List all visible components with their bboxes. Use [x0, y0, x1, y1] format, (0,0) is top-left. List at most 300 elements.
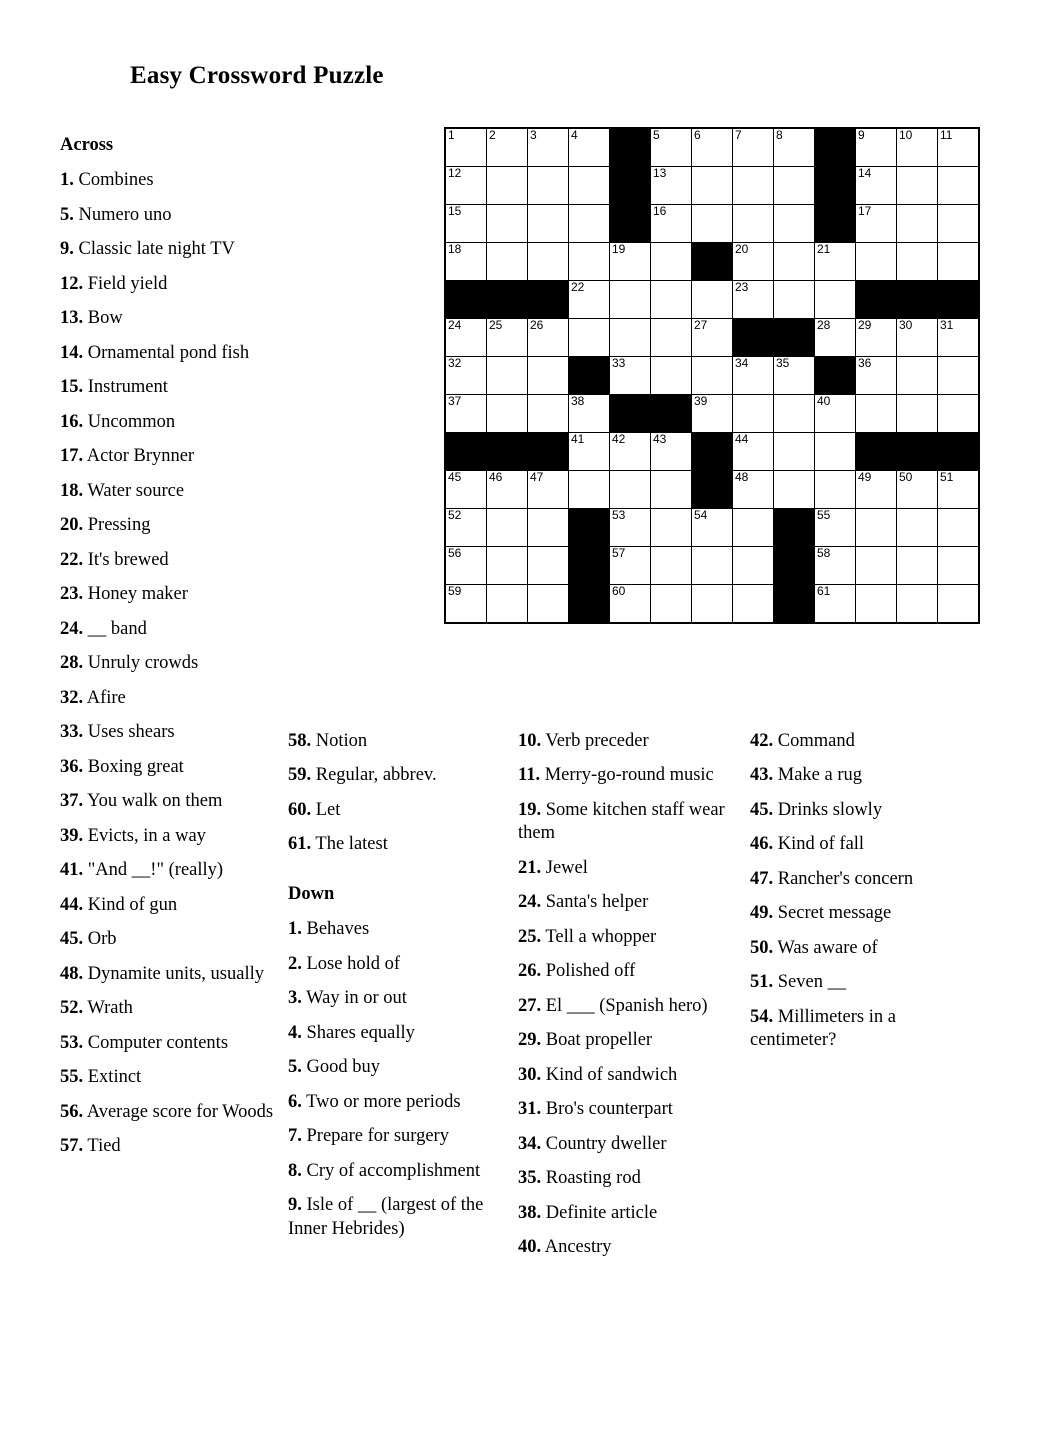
grid-block-cell [651, 395, 692, 433]
grid-cell[interactable] [938, 509, 980, 547]
grid-cell[interactable] [733, 167, 774, 205]
clue-item [750, 799, 960, 822]
clue-item [518, 926, 740, 949]
clue-number: 22. [60, 549, 84, 570]
grid-cell[interactable] [487, 319, 528, 357]
grid-cell[interactable] [610, 547, 651, 585]
grid-cell[interactable] [856, 128, 897, 167]
grid-cell-number: 5 [653, 128, 660, 142]
clue-text: Honey maker [83, 584, 188, 605]
grid-block-cell [528, 433, 569, 471]
clue-item [518, 1202, 740, 1225]
clue-text: __ band [83, 618, 147, 639]
grid-row [445, 395, 979, 433]
grid-cell[interactable] [938, 547, 980, 585]
clue-number: 29. [518, 1030, 542, 1051]
grid-cell[interactable] [938, 319, 980, 357]
grid-cell[interactable] [610, 319, 651, 357]
clue-number: 33. [60, 722, 84, 743]
grid-cell[interactable] [487, 471, 528, 509]
clue-item [288, 1056, 502, 1079]
clue-number: 58. [288, 731, 312, 751]
down-clue-list-part2 [518, 730, 740, 1260]
grid-block-cell [487, 281, 528, 319]
clue-number: 13. [60, 308, 84, 329]
grid-cell[interactable] [569, 128, 610, 167]
grid-cell[interactable] [487, 547, 528, 585]
grid-cell[interactable] [774, 395, 815, 433]
grid-cell-number: 32 [448, 356, 462, 370]
grid-block-cell [445, 433, 487, 471]
grid-cell[interactable] [897, 319, 938, 357]
clue-text: Classic late night TV [73, 239, 235, 260]
clue-item [518, 960, 740, 983]
grid-cell-number: 21 [817, 242, 831, 256]
clue-number: 35. [518, 1168, 542, 1189]
clue-number: 26. [518, 961, 542, 982]
grid-cell[interactable] [856, 167, 897, 205]
grid-cell[interactable] [610, 471, 651, 509]
grid-row [445, 167, 979, 205]
grid-cell[interactable] [610, 281, 651, 319]
clue-item [60, 618, 278, 641]
grid-cell[interactable] [692, 205, 733, 243]
grid-cell[interactable] [856, 243, 897, 281]
grid-cell[interactable] [815, 547, 856, 585]
grid-cell[interactable] [815, 243, 856, 281]
grid-block-cell [610, 167, 651, 205]
clue-text: Isle of __ (largest of the Inner Hebrides) [288, 1195, 484, 1239]
grid-cell-number: 31 [940, 318, 954, 332]
clue-text: Command [773, 731, 855, 751]
grid-cell[interactable] [938, 205, 980, 243]
clue-number: 61. [288, 834, 312, 855]
clue-text: Shares equally [301, 1022, 415, 1043]
grid-cell-number: 56 [448, 546, 462, 560]
grid-cell[interactable] [569, 395, 610, 433]
grid-cell[interactable] [610, 243, 651, 281]
grid-cell[interactable] [897, 395, 938, 433]
grid-cell[interactable] [487, 357, 528, 395]
grid-cell[interactable] [856, 547, 897, 585]
grid-cell[interactable] [692, 319, 733, 357]
grid-cell-number: 7 [735, 128, 742, 142]
grid-cell[interactable] [897, 243, 938, 281]
clues-column-down-3 [750, 730, 960, 1064]
grid-cell[interactable] [856, 395, 897, 433]
grid-cell[interactable] [528, 395, 569, 433]
grid-cell[interactable] [487, 167, 528, 205]
grid-cell[interactable] [651, 509, 692, 547]
grid-cell[interactable] [815, 585, 856, 624]
grid-cell[interactable] [569, 167, 610, 205]
clue-text: Kind of gun [83, 894, 178, 915]
grid-cell[interactable] [815, 471, 856, 509]
clue-number: 3. [288, 988, 302, 1009]
clue-item [60, 1135, 278, 1158]
grid-cell[interactable] [528, 585, 569, 624]
clue-number: 1. [288, 919, 302, 940]
grid-cell-number: 4 [571, 128, 578, 142]
grid-cell[interactable] [692, 585, 733, 624]
clue-number: 32. [60, 687, 84, 708]
clue-text: Verb preceder [541, 731, 649, 751]
grid-cell-number: 58 [817, 546, 831, 560]
clue-item [288, 833, 502, 856]
grid-cell[interactable] [897, 547, 938, 585]
grid-cell[interactable] [938, 585, 980, 624]
clue-item [518, 1029, 740, 1052]
grid-cell[interactable] [897, 167, 938, 205]
clue-item [288, 953, 502, 976]
grid-cell[interactable] [897, 585, 938, 624]
grid-cell[interactable] [569, 243, 610, 281]
grid-cell-number: 15 [448, 204, 462, 218]
grid-cell[interactable] [733, 585, 774, 624]
grid-cell[interactable] [445, 471, 487, 509]
clue-item [288, 1022, 502, 1045]
clue-item [60, 342, 278, 365]
clue-number: 54. [750, 1006, 774, 1027]
clue-text: Orb [83, 929, 117, 950]
grid-cell[interactable] [938, 471, 980, 509]
grid-cell-number: 51 [940, 470, 954, 484]
grid-cell[interactable] [487, 205, 528, 243]
clue-number: 12. [60, 273, 84, 294]
grid-cell[interactable] [569, 319, 610, 357]
grid-cell-number: 26 [530, 318, 544, 332]
grid-cell-number: 37 [448, 394, 462, 408]
clue-text: Drinks slowly [773, 799, 883, 820]
clue-item [60, 514, 278, 537]
grid-cell[interactable] [815, 433, 856, 471]
grid-cell[interactable] [856, 319, 897, 357]
grid-cell[interactable] [897, 205, 938, 243]
grid-cell-number: 30 [899, 318, 913, 332]
grid-cell[interactable] [610, 357, 651, 395]
grid-cell[interactable] [528, 205, 569, 243]
grid-cell[interactable] [528, 471, 569, 509]
clue-item [60, 204, 278, 227]
clue-number: 24. [60, 618, 84, 639]
grid-cell[interactable] [774, 243, 815, 281]
grid-cell-number: 22 [571, 280, 585, 294]
clue-number: 39. [60, 825, 84, 846]
grid-cell[interactable] [733, 205, 774, 243]
grid-cell[interactable] [692, 128, 733, 167]
grid-cell-number: 33 [612, 356, 626, 370]
grid-cell[interactable] [610, 585, 651, 624]
grid-cell[interactable] [897, 357, 938, 395]
clue-item [60, 1101, 278, 1124]
grid-cell[interactable] [651, 471, 692, 509]
grid-cell[interactable] [774, 167, 815, 205]
grid-cell[interactable] [445, 585, 487, 624]
clue-number: 31. [518, 1099, 542, 1120]
grid-cell[interactable] [569, 281, 610, 319]
clue-text: Uncommon [83, 411, 176, 432]
clue-number: 23. [60, 584, 84, 605]
grid-cell[interactable] [487, 243, 528, 281]
grid-row [445, 509, 979, 547]
clue-number: 21. [518, 857, 542, 878]
grid-cell[interactable] [445, 357, 487, 395]
grid-block-cell [733, 319, 774, 357]
grid-cell[interactable] [487, 128, 528, 167]
clue-item [750, 902, 960, 925]
grid-cell[interactable] [445, 319, 487, 357]
clue-text: Rancher's concern [773, 868, 914, 889]
clue-item [518, 1133, 740, 1156]
grid-cell[interactable] [774, 128, 815, 167]
clue-item [750, 730, 960, 753]
grid-cell[interactable] [651, 433, 692, 471]
grid-cell[interactable] [815, 509, 856, 547]
clue-text: Notion [311, 731, 368, 751]
page-title: Easy Crossword Puzzle [130, 62, 384, 89]
grid-block-cell [528, 281, 569, 319]
grid-cell[interactable] [692, 547, 733, 585]
clue-text: Boat propeller [541, 1030, 653, 1051]
grid-cell-number: 53 [612, 508, 626, 522]
clue-number: 56. [60, 1101, 84, 1122]
clue-text: Uses shears [83, 722, 175, 743]
clue-text: Country dweller [541, 1133, 667, 1154]
clue-text: You walk on them [83, 791, 223, 812]
clue-item [288, 1091, 502, 1114]
grid-block-cell [569, 357, 610, 395]
clue-number: 6. [288, 1091, 302, 1112]
clue-number: 5. [288, 1057, 302, 1078]
clue-number: 27. [518, 995, 542, 1016]
clue-number: 36. [60, 756, 84, 777]
grid-block-cell [569, 509, 610, 547]
grid-cell[interactable] [651, 205, 692, 243]
clue-item [750, 833, 960, 856]
clue-text: El ___ (Spanish hero) [541, 995, 708, 1016]
clue-number: 24. [518, 892, 542, 913]
grid-cell[interactable] [733, 547, 774, 585]
grid-cell[interactable] [815, 319, 856, 357]
grid-block-cell [938, 281, 980, 319]
clue-text: Some kitchen staff wear them [518, 799, 725, 844]
grid-cell[interactable] [774, 471, 815, 509]
grid-cell[interactable] [651, 167, 692, 205]
clue-item [60, 376, 278, 399]
grid-cell[interactable] [774, 205, 815, 243]
clue-text: Regular, abbrev. [311, 765, 437, 786]
clue-text: Merry-go-round music [540, 765, 714, 786]
grid-cell[interactable] [528, 167, 569, 205]
clue-text: Secret message [773, 903, 892, 924]
grid-cell[interactable] [651, 319, 692, 357]
grid-cell-number: 29 [858, 318, 872, 332]
grid-cell[interactable] [528, 243, 569, 281]
grid-row [445, 319, 979, 357]
clue-number: 43. [750, 765, 774, 786]
grid-cell[interactable] [528, 509, 569, 547]
grid-cell-number: 8 [776, 128, 783, 142]
grid-cell[interactable] [610, 509, 651, 547]
grid-table[interactable] [444, 127, 980, 624]
clue-text: Seven __ [773, 972, 847, 993]
clue-number: 45. [60, 929, 84, 950]
grid-block-cell [856, 281, 897, 319]
grid-cell[interactable] [528, 357, 569, 395]
clue-text: Bro's counterpart [541, 1099, 673, 1120]
grid-cell[interactable] [897, 509, 938, 547]
grid-cell[interactable] [856, 509, 897, 547]
grid-cell[interactable] [445, 243, 487, 281]
clue-text: Wrath [83, 998, 133, 1019]
grid-cell[interactable] [733, 243, 774, 281]
grid-block-cell [815, 167, 856, 205]
grid-cell[interactable] [651, 243, 692, 281]
clue-number: 25. [518, 926, 542, 947]
grid-cell[interactable] [528, 547, 569, 585]
clue-item [60, 997, 278, 1020]
clue-number: 9. [60, 239, 74, 260]
grid-cell[interactable] [938, 128, 980, 167]
clue-text: Roasting rod [541, 1168, 641, 1189]
grid-cell-number: 24 [448, 318, 462, 332]
grid-cell[interactable] [897, 128, 938, 167]
grid-cell[interactable] [856, 585, 897, 624]
grid-cell-number: 40 [817, 394, 831, 408]
clue-text: Pressing [83, 515, 151, 536]
grid-cell[interactable] [938, 357, 980, 395]
grid-cell[interactable] [815, 395, 856, 433]
grid-cell[interactable] [651, 585, 692, 624]
grid-cell[interactable] [528, 128, 569, 167]
clue-text: Extinct [83, 1067, 142, 1088]
grid-cell[interactable] [938, 243, 980, 281]
grid-cell[interactable] [445, 205, 487, 243]
grid-cell[interactable] [733, 395, 774, 433]
grid-block-cell [774, 585, 815, 624]
grid-cell-number: 48 [735, 470, 749, 484]
clue-item [60, 273, 278, 296]
clue-item [750, 971, 960, 994]
grid-cell[interactable] [445, 128, 487, 167]
clue-item [288, 1125, 502, 1148]
clue-number: 60. [288, 799, 312, 820]
grid-cell[interactable] [487, 395, 528, 433]
grid-cell[interactable] [569, 205, 610, 243]
clue-number: 5. [60, 204, 74, 225]
grid-cell[interactable] [651, 281, 692, 319]
clue-number: 10. [518, 731, 542, 751]
clue-number: 50. [750, 937, 774, 958]
grid-cell-number: 23 [735, 280, 749, 294]
grid-cell[interactable] [569, 471, 610, 509]
grid-cell[interactable] [733, 509, 774, 547]
grid-cell[interactable] [733, 433, 774, 471]
grid-cell-number: 16 [653, 204, 667, 218]
clue-text: Ornamental pond fish [83, 342, 250, 363]
grid-cell[interactable] [692, 357, 733, 395]
grid-cell[interactable] [815, 281, 856, 319]
grid-block-cell [897, 281, 938, 319]
clue-item [60, 445, 278, 468]
across-heading: Across [60, 135, 114, 155]
clue-number: 44. [60, 894, 84, 915]
grid-cell[interactable] [774, 357, 815, 395]
grid-cell[interactable] [733, 471, 774, 509]
clue-text: Ancestry [541, 1237, 612, 1258]
grid-block-cell [897, 433, 938, 471]
clue-item [288, 918, 502, 941]
grid-cell[interactable] [733, 357, 774, 395]
grid-cell[interactable] [610, 433, 651, 471]
clue-number: 9. [288, 1195, 302, 1216]
clue-number: 42. [750, 731, 774, 751]
clue-number: 37. [60, 791, 84, 812]
clue-item [288, 764, 502, 787]
grid-cell[interactable] [856, 357, 897, 395]
grid-cell[interactable] [856, 471, 897, 509]
grid-cell[interactable] [445, 547, 487, 585]
clue-number: 7. [288, 1126, 302, 1147]
grid-cell[interactable] [528, 319, 569, 357]
grid-cell[interactable] [651, 357, 692, 395]
clue-item [60, 652, 278, 675]
grid-cell[interactable] [692, 167, 733, 205]
grid-block-cell [569, 585, 610, 624]
grid-cell-number: 14 [858, 166, 872, 180]
grid-block-cell [774, 547, 815, 585]
clue-number: 59. [288, 765, 312, 786]
grid-cell[interactable] [445, 509, 487, 547]
clue-number: 19. [518, 799, 542, 820]
grid-cell[interactable] [733, 128, 774, 167]
grid-row [445, 433, 979, 471]
grid-cell[interactable] [651, 128, 692, 167]
grid-cell[interactable] [692, 509, 733, 547]
grid-cell-number: 55 [817, 508, 831, 522]
grid-cell[interactable] [733, 281, 774, 319]
grid-cell[interactable] [487, 509, 528, 547]
grid-cell[interactable] [445, 395, 487, 433]
grid-cell-number: 36 [858, 356, 872, 370]
grid-block-cell [815, 205, 856, 243]
grid-cell[interactable] [445, 167, 487, 205]
clue-text: Bow [83, 308, 123, 329]
grid-cell[interactable] [651, 547, 692, 585]
grid-cell-number: 42 [612, 432, 626, 446]
grid-cell[interactable] [856, 205, 897, 243]
grid-cell-number: 39 [694, 394, 708, 408]
grid-cell[interactable] [774, 281, 815, 319]
grid-block-cell [774, 319, 815, 357]
clue-item [288, 1194, 502, 1241]
grid-cell[interactable] [692, 395, 733, 433]
clue-number: 34. [518, 1133, 542, 1154]
grid-block-cell [692, 243, 733, 281]
grid-cell[interactable] [938, 167, 980, 205]
across-clue-list-part1 [60, 169, 278, 1158]
clue-item [60, 583, 278, 606]
grid-cell-number: 6 [694, 128, 701, 142]
grid-cell[interactable] [692, 281, 733, 319]
grid-cell[interactable] [897, 471, 938, 509]
grid-cell[interactable] [774, 433, 815, 471]
clue-number: 30. [518, 1064, 542, 1085]
grid-cell[interactable] [569, 433, 610, 471]
grid-cell[interactable] [487, 585, 528, 624]
grid-cell[interactable] [938, 395, 980, 433]
crossword-grid[interactable] [444, 127, 980, 624]
